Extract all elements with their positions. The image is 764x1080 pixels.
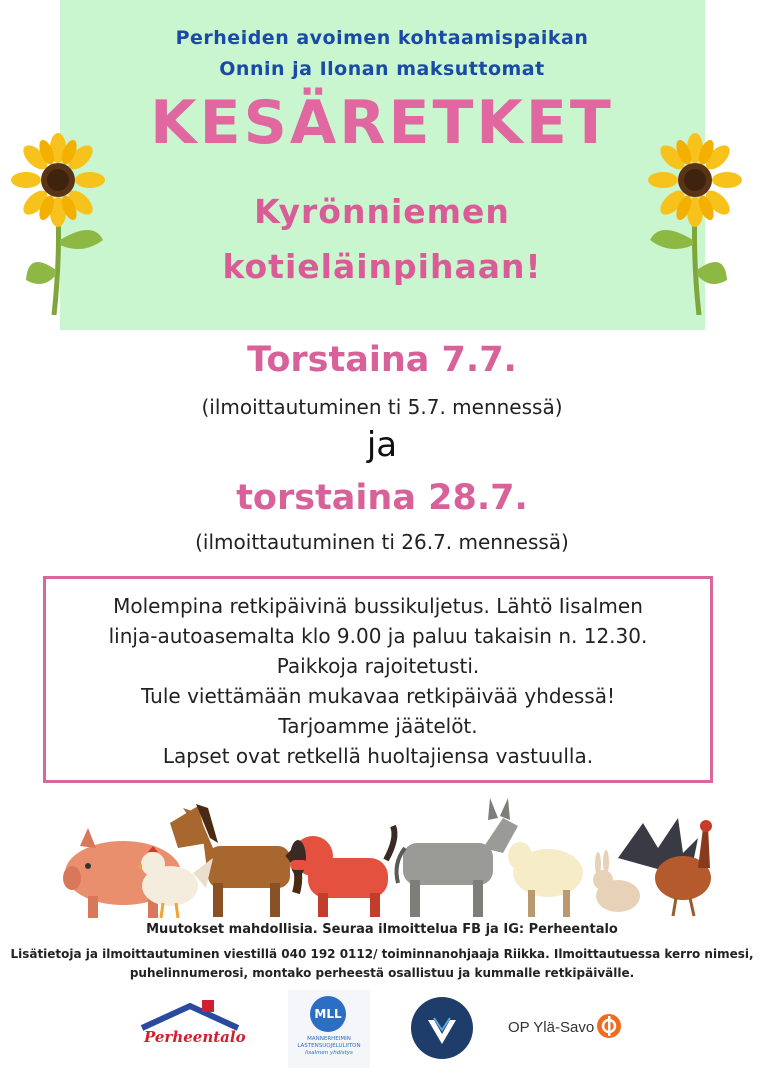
mll-logo xyxy=(288,990,370,1068)
and-word: ja xyxy=(366,425,398,465)
destination-line-1: Kyrönniemen xyxy=(254,192,510,231)
mll-line-1: MANNERHEIMIN xyxy=(307,1036,351,1042)
info-line: Paikkoja rajoitetusti. xyxy=(276,654,480,678)
second-registration: (ilmoittautuminen ti 26.7. mennessä) xyxy=(195,530,569,554)
veikkaus-logo xyxy=(410,996,474,1060)
first-date: Torstaina 7.7. xyxy=(247,340,517,380)
mll-name xyxy=(288,1036,370,1057)
sheep-icon xyxy=(508,842,583,917)
subtitle-line-1: Perheiden avoimen kohtaamispaikan xyxy=(175,27,589,49)
mll-line-2: LASTENSUOJELULIITON xyxy=(297,1043,361,1049)
page-title: KESÄRETKET xyxy=(150,88,614,158)
mll-line-3: Iisalmen yhdistys xyxy=(305,1050,353,1056)
second-date: torstaina 28.7. xyxy=(236,478,528,518)
op-logo xyxy=(508,1017,638,1045)
footer-contact-line-1: Lisätietoja ja ilmoittautuminen viestillä 040 192 0112/ toiminnanohjaaja Riikka. Ilmoittautuessa kerro nimesi, xyxy=(10,947,754,961)
dog-icon xyxy=(290,826,394,917)
footer-contact-line-2: puhelinnumerosi, montako perheestä osallistuu ja kummalle retkipäivälle. xyxy=(129,966,635,980)
subtitle-line-2: Onnin ja Ilonan maksuttomat xyxy=(219,58,545,80)
veikkaus-v-icon xyxy=(410,996,474,1060)
chicken-icon xyxy=(136,846,213,918)
destination-line-2: kotieläinpihaan! xyxy=(222,247,542,286)
info-line: linja-autoasemalta klo 9.00 ja paluu takaisin n. 12.30. xyxy=(108,624,648,648)
perheentalo-logo xyxy=(140,1000,246,1055)
perheentalo-text: Perheentalo xyxy=(144,1028,246,1046)
info-line: Molempina retkipäivinä bussikuljetus. Lähtö Iisalmen xyxy=(113,594,643,618)
donkey-icon xyxy=(397,798,518,917)
op-symbol-icon xyxy=(596,1013,622,1039)
info-line: Lapset ovat retkellä huoltajiensa vastuulla. xyxy=(162,744,594,768)
mll-badge: MLL xyxy=(310,996,346,1032)
first-registration: (ilmoittautuminen ti 5.7. mennessä) xyxy=(201,395,563,419)
footer-notice: Muutokset mahdollisia. Seuraa ilmoittelua FB ja IG: Perheentalo xyxy=(146,922,618,937)
op-name: OP Ylä-Savo xyxy=(508,1019,595,1036)
info-box xyxy=(43,576,713,783)
info-line: Tarjoamme jäätelöt. xyxy=(278,714,478,738)
farm-animals-illustration xyxy=(58,798,718,920)
info-line: Tule viettämään mukavaa retkipäivää yhdessä! xyxy=(141,684,615,708)
